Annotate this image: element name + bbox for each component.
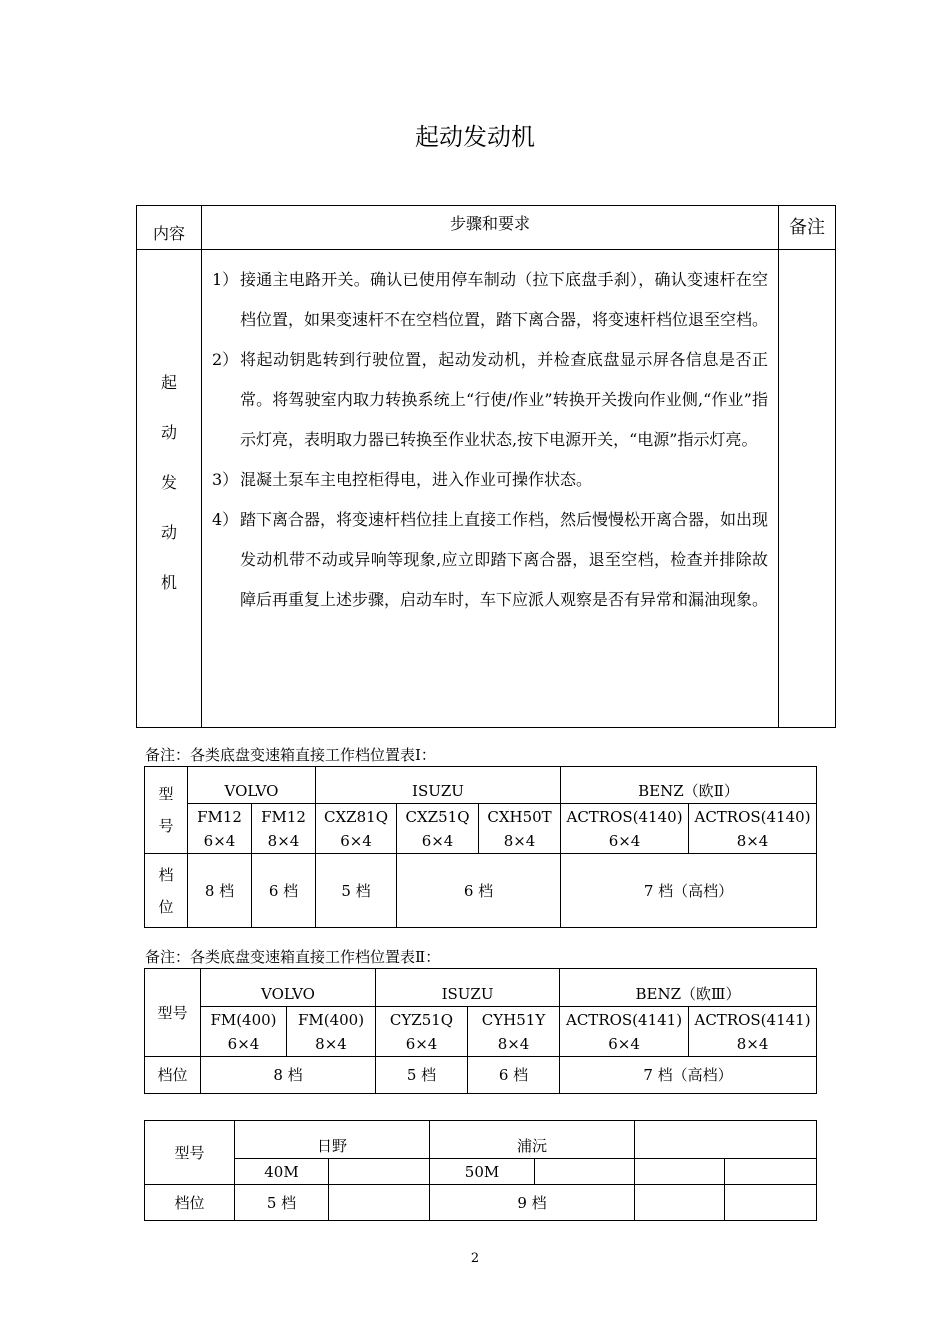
procedure-table xyxy=(136,205,836,728)
gear-cell xyxy=(635,1185,725,1221)
gear-cell xyxy=(725,1185,817,1221)
header-remark: 备注 xyxy=(779,206,836,250)
step-number: 1） xyxy=(212,270,239,289)
brand-volvo: VOLVO xyxy=(201,969,376,1007)
step-text: 将起动钥匙转到行驶位置，起动发动机，并检查底盘显示屏各信息是否正常。将驾驶室内取力转换系统上“行使/作业”转换开关拨向作业侧,“作业”指示灯亮，表明取力器已转换至作业状态,按下电源开关，“电源”指示灯亮。 xyxy=(240,350,768,449)
gear-cell: 8 档 xyxy=(188,854,252,928)
section-char: 发 xyxy=(160,473,177,492)
gear-cell: 5 档 xyxy=(235,1185,329,1221)
gear-table-1 xyxy=(144,766,817,928)
model-cell: FM(400) 6×4 xyxy=(201,1007,287,1057)
step-text: 接通主电路开关。确认已使用停车制动（拉下底盘手刹），确认变速杆在空档位置，如果变速杆不在空档位置，踏下离合器，将变速杆档位退至空档。 xyxy=(240,270,769,329)
gear-label: 档 位 xyxy=(145,854,188,928)
step-text: 踏下离合器，将变速杆档位挂上直接工作档，然后慢慢松开离合器，如出现发动机带不动或异响等现象,应立即踏下离合器，退至空档，检查并排除故障后再重复上述步骤，启动车时，车下应派人观察是否有异常和漏油现象。 xyxy=(240,510,769,609)
step-item xyxy=(212,340,768,460)
step-item xyxy=(212,460,768,500)
gear-cell: 7 档（高档） xyxy=(560,1057,817,1094)
gear-cell: 5 档 xyxy=(376,1057,468,1094)
gear-table-3 xyxy=(144,1120,817,1221)
step-text: 混凝土泵车主电控柜得电，进入作业可操作状态。 xyxy=(240,470,593,489)
model-label: 型号 xyxy=(145,969,201,1057)
gear-table-2 xyxy=(144,968,817,1094)
step-item xyxy=(212,260,768,340)
model-cell: ACTROS(4140) 8×4 xyxy=(689,804,817,854)
step-number: 2） xyxy=(212,350,239,369)
gear-cell: 6 档 xyxy=(397,854,561,928)
gear-cell xyxy=(329,1185,430,1221)
model-label: 型号 xyxy=(145,1121,235,1185)
brand-volvo: VOLVO xyxy=(188,767,316,804)
steps-cell xyxy=(202,250,779,728)
section-char: 动 xyxy=(160,523,177,542)
model-cell: ACTROS(4140) 6×4 xyxy=(561,804,689,854)
model-cell xyxy=(725,1159,817,1185)
model-cell: CXZ51Q 6×4 xyxy=(397,804,479,854)
gear-cell: 7 档（高档） xyxy=(561,854,817,928)
model-cell: CXH50T 8×4 xyxy=(479,804,561,854)
header-steps: 步骤和要求 xyxy=(202,206,779,250)
brand-empty xyxy=(635,1121,817,1159)
section-label xyxy=(137,250,202,728)
page-title: 起动发动机 xyxy=(415,123,535,151)
gear-cell: 9 档 xyxy=(430,1185,635,1221)
gear-cell: 6 档 xyxy=(468,1057,560,1094)
step-item xyxy=(212,500,768,620)
gear-label: 档位 xyxy=(145,1057,201,1094)
step-number: 4） xyxy=(212,510,239,529)
model-cell: ACTROS(4141) 8×4 xyxy=(689,1007,817,1057)
model-cell: FM12 8×4 xyxy=(252,804,316,854)
page-number: 2 xyxy=(470,1251,480,1266)
model-cell xyxy=(535,1159,635,1185)
section-char: 起 xyxy=(160,373,177,392)
model-cell: CYZ51Q 6×4 xyxy=(376,1007,468,1057)
brand-puyuan: 浦沅 xyxy=(430,1121,635,1159)
gear-cell: 8 档 xyxy=(201,1057,376,1094)
model-cell: FM(400) 8×4 xyxy=(287,1007,376,1057)
note-table-2: 备注：各类底盘变速箱直接工作档位置表Ⅱ： xyxy=(145,948,441,966)
model-cell: CYH51Y 8×4 xyxy=(468,1007,560,1057)
remark-cell xyxy=(779,250,836,728)
brand-benz: BENZ（欧Ⅲ） xyxy=(560,969,817,1007)
brand-isuzu: ISUZU xyxy=(376,969,560,1007)
step-number: 3） xyxy=(212,470,239,489)
gear-cell: 5 档 xyxy=(316,854,397,928)
model-cell: 40M xyxy=(235,1159,329,1185)
brand-hino: 日野 xyxy=(235,1121,430,1159)
model-cell xyxy=(329,1159,430,1185)
header-content: 内容 xyxy=(137,206,202,250)
note-table-1: 备注：各类底盘变速箱直接工作档位置表Ⅰ： xyxy=(145,746,436,764)
model-cell xyxy=(635,1159,725,1185)
model-label: 型 号 xyxy=(145,767,188,854)
brand-isuzu: ISUZU xyxy=(316,767,561,804)
section-char: 动 xyxy=(160,423,177,442)
gear-label: 档位 xyxy=(145,1185,235,1221)
section-char: 机 xyxy=(160,573,177,592)
gear-cell: 6 档 xyxy=(252,854,316,928)
brand-benz: BENZ（欧Ⅱ） xyxy=(561,767,817,804)
model-cell: FM12 6×4 xyxy=(188,804,252,854)
model-cell: 50M xyxy=(430,1159,535,1185)
model-cell: CXZ81Q 6×4 xyxy=(316,804,397,854)
model-cell: ACTROS(4141) 6×4 xyxy=(560,1007,689,1057)
